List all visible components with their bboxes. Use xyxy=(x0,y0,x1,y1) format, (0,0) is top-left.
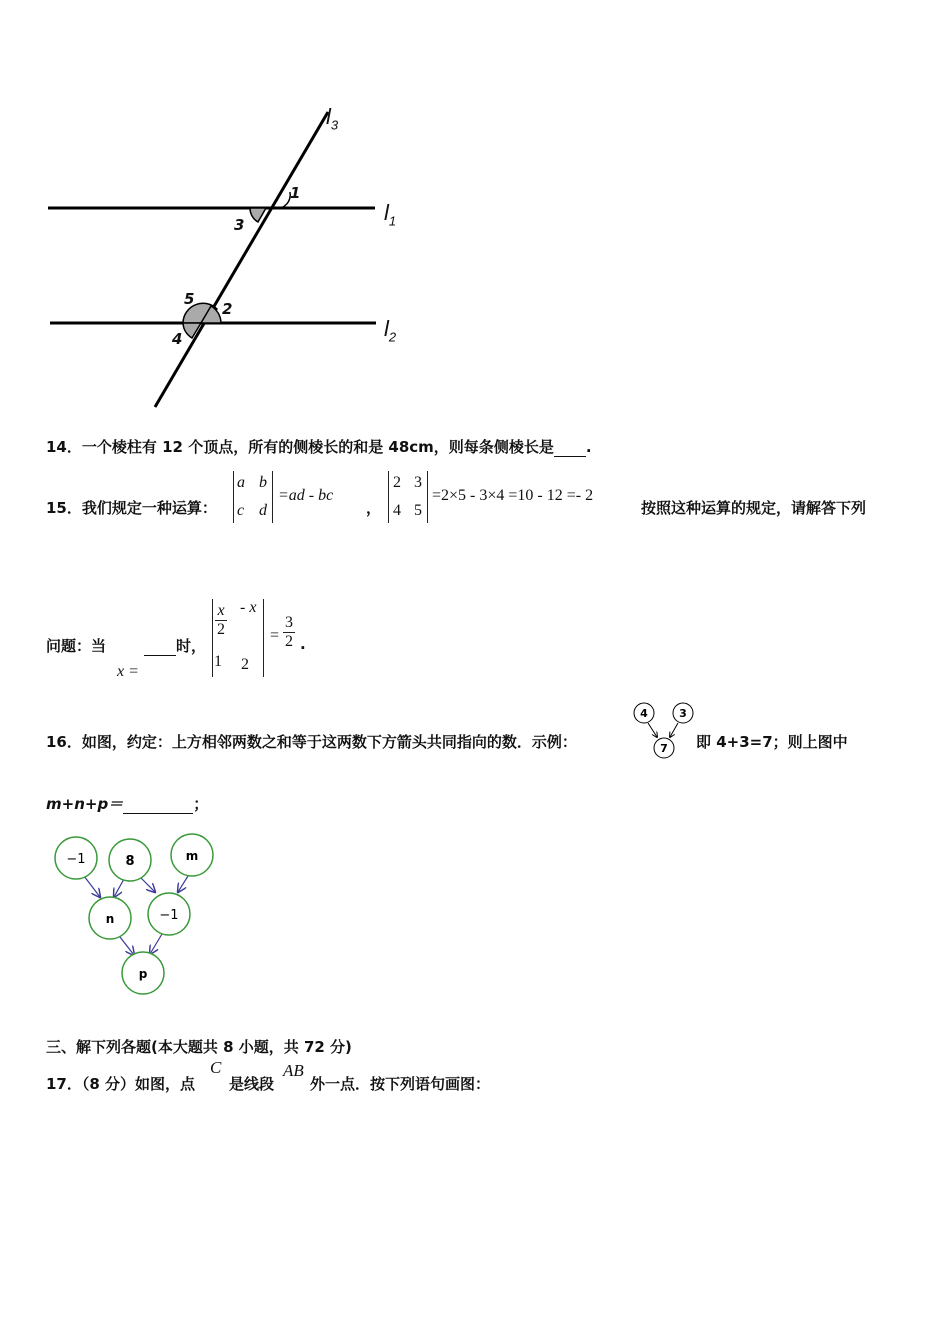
tree-arrow-4 xyxy=(178,876,188,892)
det3-c: 1 xyxy=(214,653,222,670)
det2-result: =2×5 - 3×4 =10 - 12 =- 2 xyxy=(432,487,594,504)
det1-right-bar xyxy=(272,471,273,523)
q15-label: 15．我们规定一种运算： xyxy=(46,499,217,517)
angle-label-4: 4 xyxy=(172,330,183,348)
q15-result-den: 2 xyxy=(285,633,293,650)
det1-d: d xyxy=(259,502,267,519)
q15-end: . xyxy=(300,635,306,653)
det3-eq: = xyxy=(270,627,280,644)
example-top-left-value: 4 xyxy=(640,707,648,720)
tree-arrow-1 xyxy=(84,876,100,897)
angle-label-5: 5 xyxy=(184,290,195,308)
tree-arrow-5 xyxy=(120,937,134,955)
angle-label-2: 2 xyxy=(222,300,233,318)
q15-result-num: 3 xyxy=(285,614,293,631)
q15-line2-blank-wrap xyxy=(144,635,206,656)
det3-right-bar xyxy=(263,599,264,677)
example-top-right-value: 3 xyxy=(679,707,687,720)
det3-d: 2 xyxy=(241,656,249,673)
tree-value-middle-2: −1 xyxy=(159,908,179,923)
label-l2: $l_2$ xyxy=(384,316,397,345)
det3-a-num: x xyxy=(215,602,227,621)
q14-text: 14．一个棱柱有 12 个顶点，所有的侧棱长的和是 48cm，则每条侧棱长是 xyxy=(46,438,554,456)
example-arrow-right xyxy=(670,723,678,737)
q14-end: . xyxy=(585,438,592,456)
q15-result xyxy=(283,614,295,651)
angle-label-1: 1 xyxy=(290,184,301,202)
det3-a-frac xyxy=(215,602,227,639)
det2-b: 3 xyxy=(414,474,422,491)
q17-mid: 是线段 xyxy=(229,1075,275,1093)
det1-b: b xyxy=(259,474,267,491)
q15-line2-mid: 时， xyxy=(176,637,207,655)
tree-value-top-3: m xyxy=(185,849,199,863)
det1-c: c xyxy=(237,502,245,519)
q15-separator: ， xyxy=(366,499,382,517)
q15-line2-prefix: 问题：当 xyxy=(46,637,107,655)
q16-line2 xyxy=(46,793,208,814)
q15-answer-blank[interactable] xyxy=(144,637,176,656)
q17-tail: 外一点．按下列语句画图： xyxy=(310,1075,491,1093)
q15-x-eq: x = xyxy=(117,663,139,680)
tree-value-middle-1: n xyxy=(105,912,115,926)
q16-answer-blank[interactable] xyxy=(123,795,193,814)
det1-result: =ad - bc xyxy=(278,487,334,504)
label-l3: $l_3$ xyxy=(326,104,339,133)
det3-left-bar xyxy=(212,599,213,677)
q16-tree-diagram xyxy=(50,830,220,1002)
parallel-lines-figure xyxy=(40,100,420,415)
q17-prefix: 17．（8 分）如图，点 xyxy=(46,1075,196,1093)
q16-tail: 即 4+3=7；则上图中 xyxy=(696,733,848,751)
tree-value-top-1: −1 xyxy=(66,852,86,867)
tree-value-bottom: p xyxy=(138,967,148,981)
q16-line2-expr: m+n+p＝ xyxy=(46,795,124,813)
example-arrow-left xyxy=(648,723,657,737)
tree-arrow-6 xyxy=(150,934,162,954)
tree-arrow-3 xyxy=(140,877,155,892)
example-bottom-value: 7 xyxy=(660,742,668,755)
label-l1: $l_1$ xyxy=(384,200,397,229)
q15-tail: 按照这种运算的规定，请解答下列 xyxy=(641,499,867,517)
tree-value-top-2: 8 xyxy=(125,854,135,869)
section-3-title: 三、解下列各题(本大题共 8 小题，共 72 分) xyxy=(46,1038,352,1056)
q16-line2-end: ； xyxy=(193,795,209,813)
q16-example-diagram xyxy=(628,700,698,762)
det2-c: 4 xyxy=(393,502,401,519)
angle-label-3: 3 xyxy=(234,216,245,234)
q17-point: C xyxy=(210,1058,222,1077)
det2-d: 5 xyxy=(414,502,422,519)
det3-b: - x xyxy=(240,599,257,616)
det1-left-bar xyxy=(233,471,234,523)
q14-answer-blank[interactable] xyxy=(554,438,586,457)
det2-left-bar xyxy=(388,471,389,523)
det2-right-bar xyxy=(427,471,428,523)
q16-text: 16．如图，约定：上方相邻两数之和等于这两数下方箭头共同指向的数．示例： xyxy=(46,733,577,751)
question-14 xyxy=(46,436,592,457)
q17-segment: AB xyxy=(283,1061,304,1080)
det2-a: 2 xyxy=(393,474,401,491)
det3-a-den: 2 xyxy=(217,621,225,638)
det1-a: a xyxy=(237,474,245,491)
tree-arrow-2 xyxy=(114,879,124,897)
line-l3 xyxy=(155,112,328,407)
